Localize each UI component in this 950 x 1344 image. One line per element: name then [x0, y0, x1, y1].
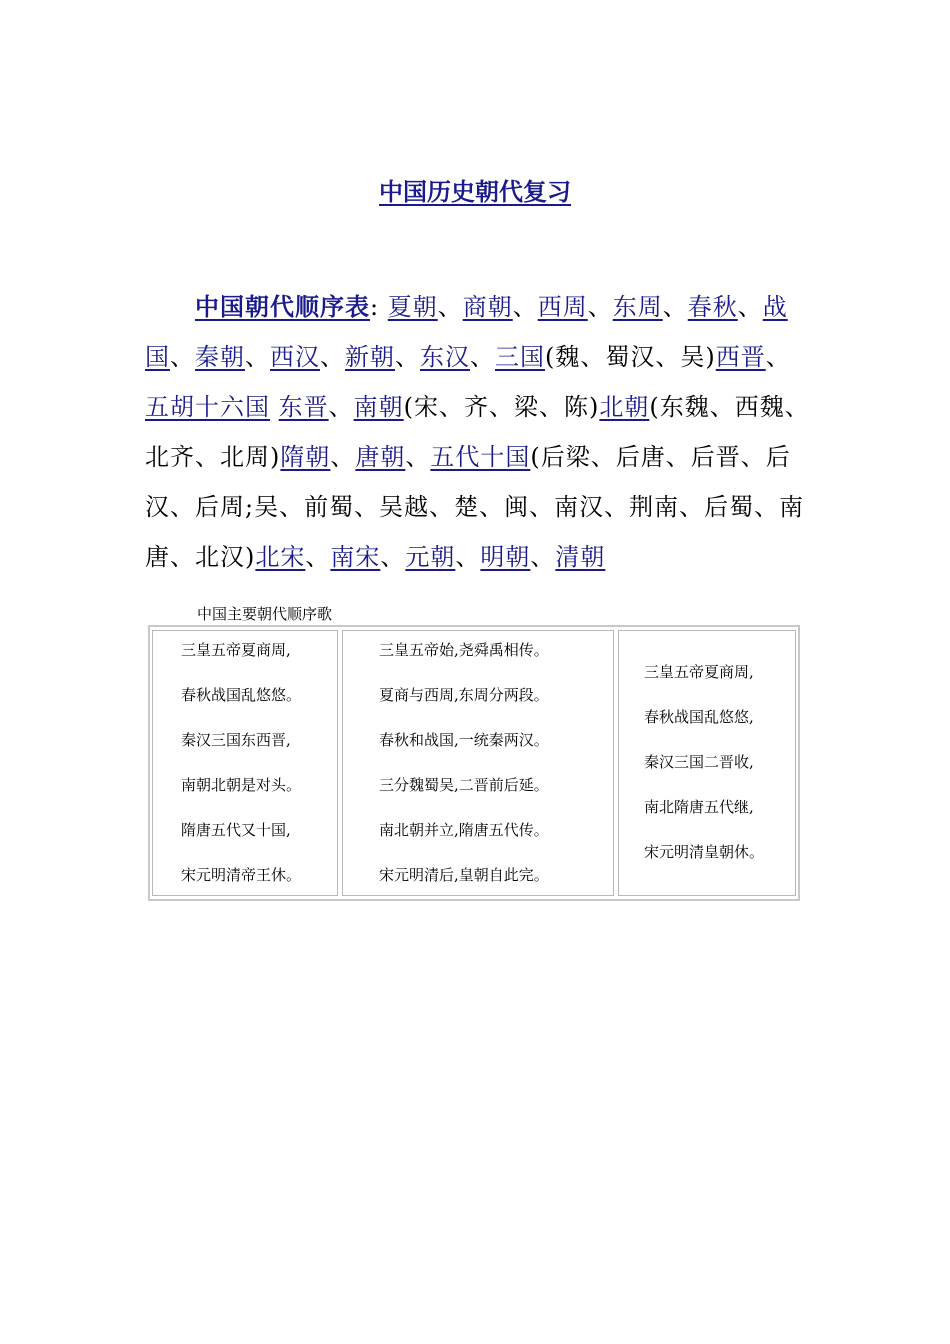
dynasty-separator	[270, 393, 279, 421]
dynasty-link[interactable]: 东汉	[420, 343, 470, 371]
dynasty-link[interactable]: 东周	[612, 293, 663, 321]
dynasty-separator: 、	[305, 543, 331, 571]
dynasty-link[interactable]: 春秋	[687, 293, 738, 321]
dynasty-separator: 、	[455, 543, 481, 571]
dynasty-link[interactable]: 北宋	[255, 543, 306, 571]
poem-line: 春秋和战国,一统秦两汉。	[379, 731, 549, 749]
poem-line: 宋元明清皇朝休。	[644, 843, 765, 861]
poem-line: 春秋战国乱悠悠。	[181, 686, 302, 704]
dynasty-link[interactable]: 五胡十六国	[145, 393, 270, 421]
poem-line: 秦汉三国东西晋,	[181, 731, 291, 749]
dynasty-separator: 、	[587, 293, 613, 321]
poem-table-caption: 中国主要朝代顺序歌	[197, 605, 333, 623]
poem-line: 三皇五帝夏商周,	[644, 663, 754, 681]
dynasty-link[interactable]: 明朝	[480, 543, 531, 571]
dynasty-separator: 、	[437, 293, 463, 321]
dynasty-link[interactable]: 商朝	[462, 293, 513, 321]
dynasty-link[interactable]: 新朝	[345, 343, 395, 371]
dynasty-separator: (宋、齐、梁、陈)	[403, 393, 600, 421]
poem-column-2	[342, 630, 614, 896]
poem-column-1	[152, 630, 338, 896]
label-colon: :	[370, 293, 380, 321]
poem-line: 南朝北朝是对头。	[181, 776, 302, 794]
poem-line: 夏商与西周,东周分两段。	[379, 686, 549, 704]
poem-line: 三分魏蜀吴,二晋前后延。	[379, 776, 549, 794]
dynasty-separator: 、	[245, 343, 270, 371]
dynasty-separator: 、	[328, 393, 354, 421]
dynasty-link[interactable]: 隋朝	[280, 443, 331, 471]
dynasty-link[interactable]: 西汉	[270, 343, 320, 371]
dynasty-separator: 、	[405, 443, 431, 471]
dynasty-separator: 、	[330, 443, 356, 471]
dynasty-separator: 、	[530, 543, 556, 571]
dynasty-separator: 、	[765, 343, 791, 371]
document-title	[0, 172, 950, 207]
dynasty-separator: 、	[512, 293, 538, 321]
dynasty-link[interactable]: 清朝	[555, 543, 606, 571]
dynasty-link[interactable]: 唐朝	[355, 443, 406, 471]
poem-line: 南北朝并立,隋唐五代传。	[379, 821, 549, 839]
dynasty-link[interactable]: 元朝	[405, 543, 456, 571]
poem-line: 春秋战国乱悠悠,	[644, 708, 754, 726]
dynasty-songs-table	[148, 625, 800, 901]
poem-line: 宋元明清后,皇朝自此完。	[379, 866, 549, 884]
dynasty-separator: (东魏、西魏、北齐、北周)	[145, 393, 810, 471]
dynasty-link[interactable]: 战国	[145, 293, 788, 371]
poem-line: 三皇五帝始,尧舜禹相传。	[379, 641, 549, 659]
dynasty-separator: 、	[380, 543, 406, 571]
poem-line: 隋唐五代又十国,	[181, 821, 291, 839]
poem-line: 秦汉三国二晋收,	[644, 753, 754, 771]
dynasty-separator: (魏、蜀汉、吴)	[545, 343, 716, 371]
dynasty-link[interactable]: 东晋	[278, 393, 329, 421]
dynasty-link[interactable]: 南宋	[330, 543, 381, 571]
dynasty-link[interactable]: 三国	[495, 343, 545, 371]
dynasty-separator: 、	[395, 343, 420, 371]
dynasty-separator: 、	[662, 293, 688, 321]
dynasty-link[interactable]: 五代十国	[430, 443, 531, 471]
dynasty-order-paragraph	[145, 282, 810, 582]
dynasty-order-label[interactable]: 中国朝代顺序表	[195, 292, 370, 321]
dynasty-separator: 、	[737, 293, 763, 321]
poem-line: 南北隋唐五代继,	[644, 798, 754, 816]
dynasty-link[interactable]: 南朝	[353, 393, 404, 421]
dynasty-link[interactable]: 西周	[537, 293, 588, 321]
dynasty-link[interactable]: 西晋	[715, 343, 766, 371]
dynasty-link[interactable]: 北朝	[599, 393, 650, 421]
dynasty-link[interactable]: 秦朝	[195, 343, 245, 371]
document-title-text[interactable]: 中国历史朝代复习	[379, 177, 571, 206]
dynasty-link[interactable]: 夏朝	[387, 293, 438, 321]
dynasty-separator: (后梁、后唐、后晋、后汉、后周;吴、前蜀、吴越、楚、闽、南汉、荆南、后蜀、南唐、北汉)	[145, 443, 805, 571]
dynasty-list	[145, 293, 810, 571]
poem-line: 宋元明清帝王休。	[181, 866, 302, 884]
poem-line: 三皇五帝夏商周,	[181, 641, 291, 659]
dynasty-separator: 、	[320, 343, 345, 371]
poem-column-3	[618, 630, 796, 896]
dynasty-separator: 、	[170, 343, 195, 371]
dynasty-separator: 、	[470, 343, 495, 371]
